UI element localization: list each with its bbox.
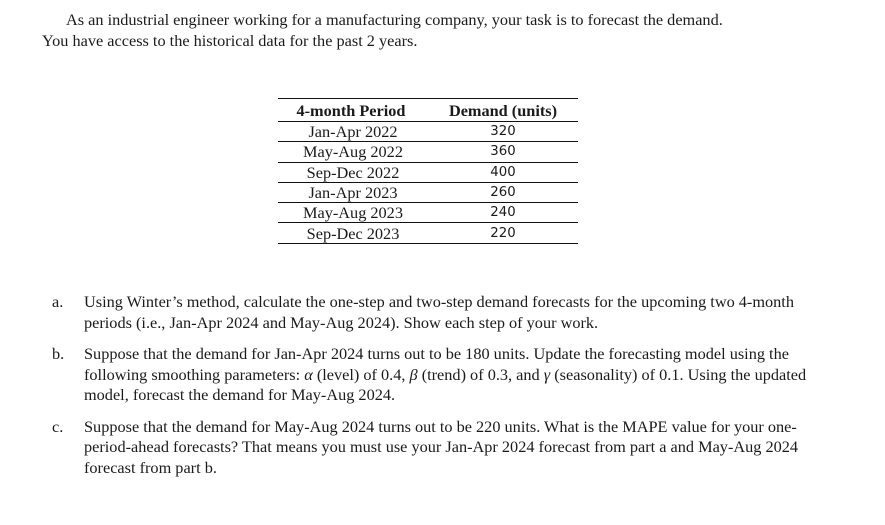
column-header-period: 4-month Period	[278, 99, 428, 122]
demand-cell: 260	[428, 182, 578, 202]
period-cell: Sep-Dec 2022	[278, 162, 428, 182]
question-text-part: (level) of 0.4,	[312, 364, 410, 384]
period-cell: Sep-Dec 2023	[278, 223, 428, 243]
table-header-row	[278, 99, 578, 122]
demand-cell: 360	[428, 142, 578, 162]
alpha-symbol: α	[304, 364, 313, 384]
demand-cell: 320	[428, 122, 578, 142]
table-row	[278, 182, 578, 202]
table-row	[278, 142, 578, 162]
question-text: Suppose that the demand for May-Aug 2024 turns out to be 220 units. What is the MAPE value for your one-period-ahead forecasts? That means you must use your Jan-Apr 2024 forecast from part a and May-Aug 2024 forecast from part b.	[84, 416, 799, 477]
question-text	[84, 344, 806, 404]
gamma-symbol: γ	[543, 364, 551, 384]
demand-cell: 400	[428, 162, 578, 182]
historical-demand-table	[278, 98, 578, 244]
column-header-demand: Demand (units)	[428, 99, 578, 122]
table-row	[278, 223, 578, 243]
question-text-part: Suppose that the demand for Jan-Apr 2024 turns out to be 180 units. Update the forecasting model using the following smoothing parameters:	[84, 344, 789, 384]
question-a	[52, 292, 832, 333]
table-row	[278, 162, 578, 182]
period-cell: May-Aug 2023	[278, 203, 428, 223]
question-b	[52, 344, 832, 406]
intro-paragraph	[42, 10, 842, 51]
question-c	[52, 417, 832, 479]
beta-symbol: β	[409, 364, 418, 384]
question-marker: c.	[52, 416, 64, 436]
demand-cell: 220	[428, 223, 578, 243]
period-cell: Jan-Apr 2023	[278, 182, 428, 202]
intro-line-1: As an industrial engineer working for a manufacturing company, your task is to forecast the demand.	[66, 10, 723, 29]
table-row	[278, 203, 578, 223]
table-row	[278, 122, 578, 142]
question-marker: a.	[52, 292, 64, 311]
demand-cell: 240	[428, 203, 578, 223]
period-cell: Jan-Apr 2022	[278, 122, 428, 142]
intro-line-2: You have access to the historical data for the past 2 years.	[42, 30, 418, 50]
period-cell: May-Aug 2022	[278, 142, 428, 162]
question-text-part: (seasonality) of 0.1. Using the updated model, forecast the demand for May-Aug 2024.	[84, 364, 807, 404]
question-text-part: (trend) of 0.3, and	[417, 364, 544, 384]
question-text: Using Winter’s method, calculate the one-step and two-step demand forecasts for the upcoming two 4-month periods (i.e., Jan-Apr 2024 and May-Aug 2024). Show each step of your work.	[84, 292, 794, 332]
question-list	[52, 292, 832, 489]
question-marker: b.	[52, 344, 65, 363]
